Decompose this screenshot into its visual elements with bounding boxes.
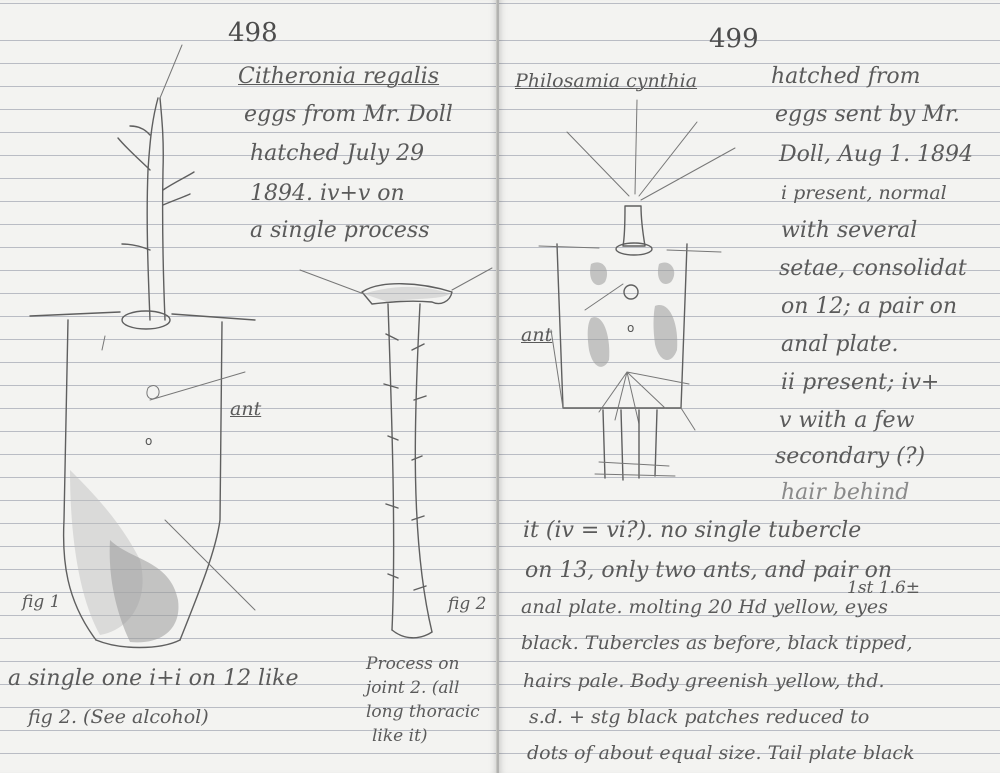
left-sketches <box>0 0 497 773</box>
right-sketches <box>499 0 1000 773</box>
ant-label-left: ant <box>230 398 262 420</box>
right-line-9: v with a few <box>779 408 915 433</box>
process-note-2: joint 2. (all <box>366 678 460 698</box>
species-name-philosamia: Philosamia cynthia <box>515 70 698 92</box>
right-bottom-line-4: black. Tubercles as before, black tipped, <box>521 632 913 654</box>
right-line-2: Doll, Aug 1. 1894 <box>779 142 974 167</box>
superscript-note: 1st 1.6± <box>847 578 921 598</box>
right-bottom-line-5: hairs pale. Body greenish yellow, thd. <box>523 670 885 692</box>
fig1-label: fig 1 <box>22 592 61 612</box>
right-line-4: with several <box>781 218 918 243</box>
right-bottom-line-1: it (iv = vi?). no single tubercle <box>523 518 862 543</box>
fig2-label: fig 2 <box>448 594 487 614</box>
svg-text:o: o <box>627 321 635 335</box>
right-bottom-line-6: s.d. + stg black patches reduced to <box>529 706 870 728</box>
page-number-498: 498 <box>228 18 278 48</box>
right-line-10: secondary (?) <box>775 444 926 469</box>
right-line-6: on 12; a pair on <box>781 294 958 319</box>
header-rest: hatched from <box>771 64 921 89</box>
left-bottom-line-2: fig 2. (See alcohol) <box>28 706 209 728</box>
right-line-11: hair behind <box>781 480 910 505</box>
note-line-2: hatched July 29 <box>250 141 425 166</box>
page-number-499: 499 <box>709 24 759 54</box>
right-page <box>499 0 1000 773</box>
right-line-3: i present, normal <box>781 182 947 204</box>
note-line-1: eggs from Mr. Doll <box>244 102 453 127</box>
process-note-3: long thoracic <box>366 702 480 722</box>
process-note-1: Process on <box>366 654 460 674</box>
fig1-drawing <box>30 45 255 648</box>
larva-head-drawing <box>539 100 735 480</box>
ant-label-right: ant <box>521 324 553 346</box>
right-bottom-line-2: on 13, only two ants, and pair on <box>525 558 893 583</box>
right-line-7: anal plate. <box>781 332 899 357</box>
right-line-1: eggs sent by Mr. <box>775 102 960 127</box>
right-bottom-line-3: anal plate. molting 20 Hd yellow, eyes <box>521 596 888 618</box>
svg-text:o: o <box>145 434 153 448</box>
fig2-drawing <box>300 268 492 638</box>
right-line-5: setae, consolidat <box>779 256 967 281</box>
note-line-3: 1894. iv+v on <box>250 181 405 206</box>
note-line-4: a single process <box>250 218 430 243</box>
right-line-8: ii present; iv+ <box>781 370 940 395</box>
species-name-citheronia: Citheronia regalis <box>238 64 440 89</box>
left-bottom-line-1: a single one i+i on 12 like <box>8 666 299 691</box>
process-note-4: like it) <box>372 726 428 746</box>
left-page <box>0 0 497 773</box>
right-bottom-line-7: dots of about equal size. Tail plate black <box>527 742 915 764</box>
